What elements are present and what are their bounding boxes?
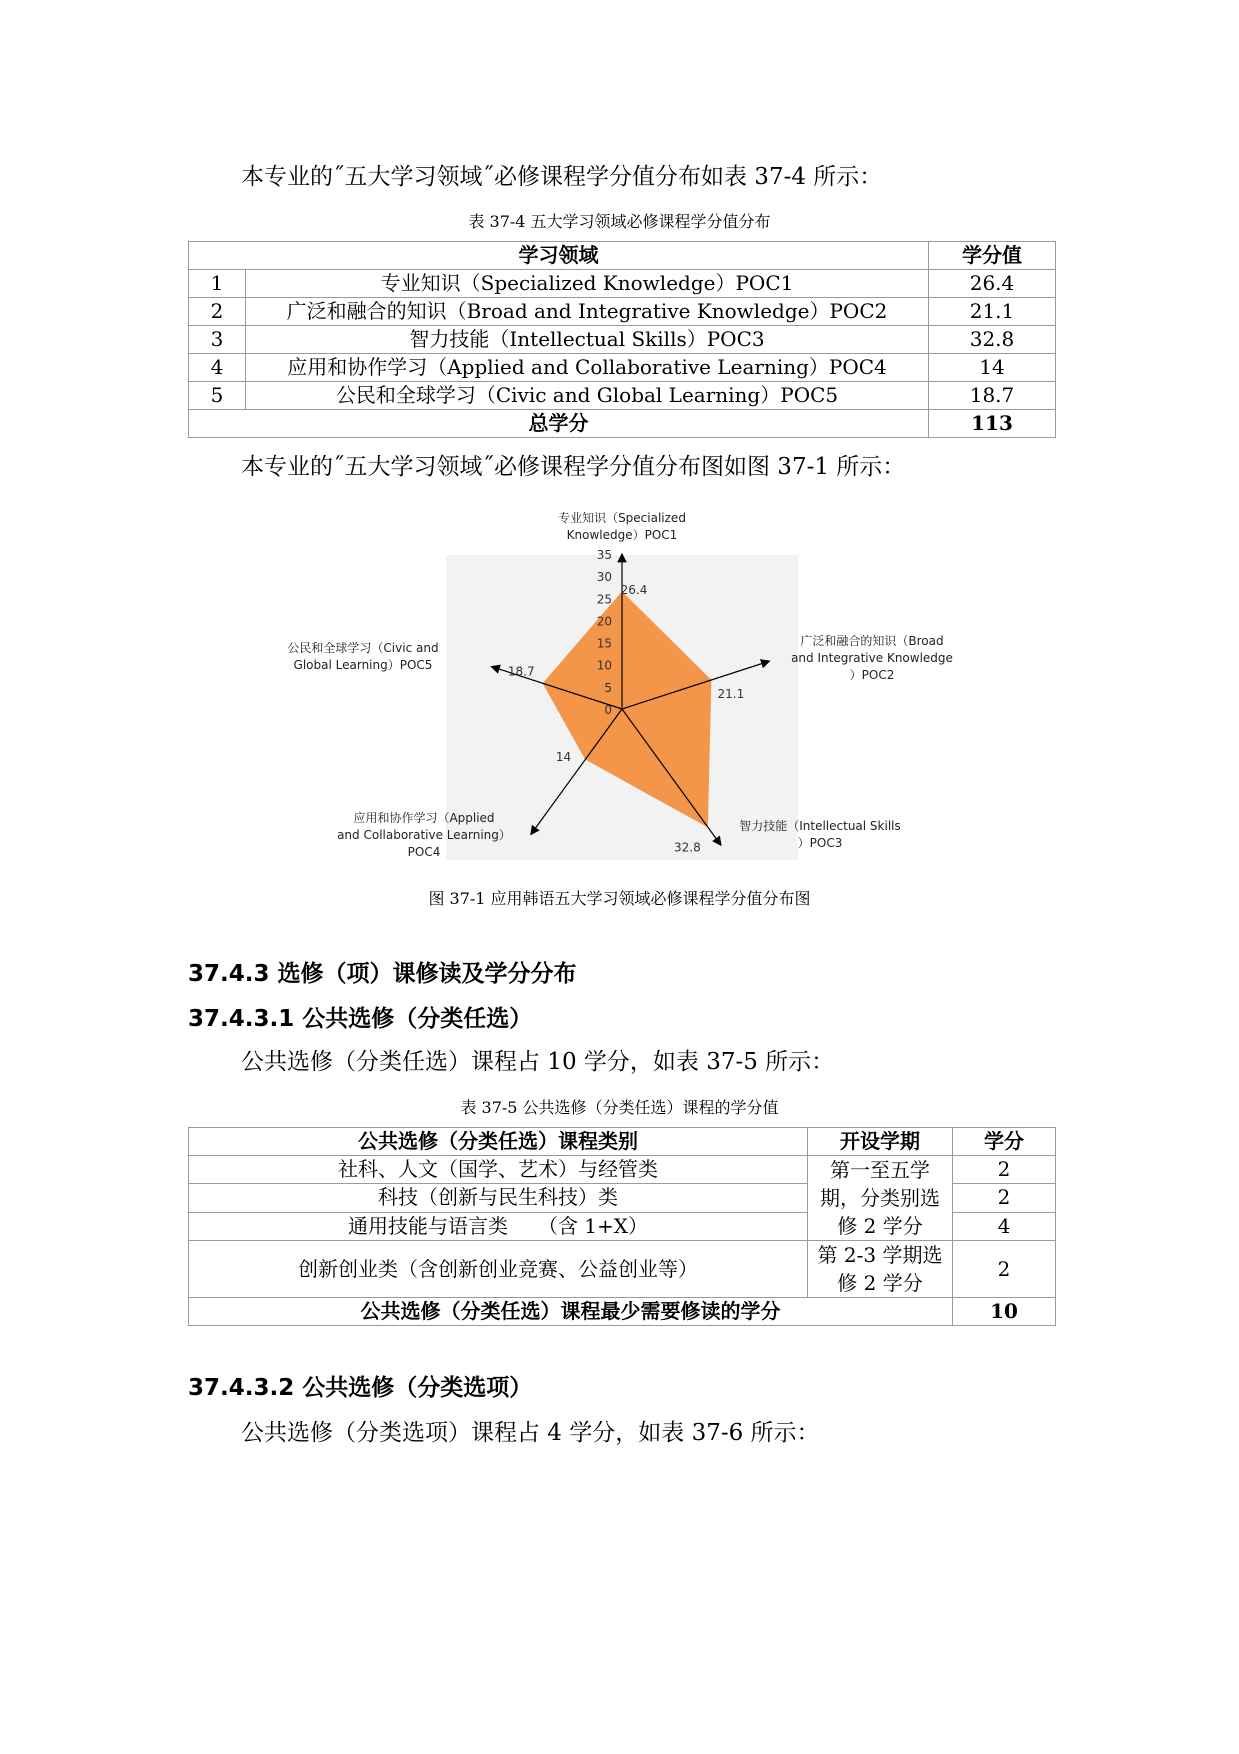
radar-tick-label: 35 (596, 548, 612, 562)
header-category: 公共选修（分类任选）课程类别 (189, 1128, 808, 1156)
total-label: 公共选修（分类任选）课程最少需要修读的学分 (189, 1298, 953, 1326)
radar-tick-label: 25 (596, 592, 612, 607)
figure-37-1-caption: 图 37-1 应用韩语五大学习领域必修课程学分值分布图 (428, 889, 811, 908)
table-row (189, 1156, 1056, 1184)
section-heading-37-4-3: 37.4.3 选修（项）课修读及学分分布 (188, 961, 577, 987)
row-domain-name: 公民和全球学习（Civic and Global Learning）POC5 (246, 382, 929, 410)
row-number: 2 (189, 298, 246, 326)
header-credit: 学分值 (929, 242, 1056, 270)
radar-value-label: 32.8 (674, 840, 701, 855)
row-category: 社科、人文（国学、艺术）与经管类 (189, 1156, 808, 1184)
section-heading-37-4-3-1: 37.4.3.1 公共选修（分类任选） (188, 1006, 533, 1032)
row-credit: 32.8 (929, 326, 1056, 354)
radar-value-label: 26.4 (620, 583, 648, 598)
total-label: 总学分 (189, 410, 929, 438)
row-credit: 18.7 (929, 382, 1056, 410)
radar-axis-label: 广泛和融合的知识（Broad and Integrative Knowledge ）POC2 (791, 634, 953, 682)
row-number: 3 (189, 326, 246, 354)
row-credit: 26.4 (929, 270, 1056, 298)
radar-tick-label: 15 (596, 636, 612, 651)
table-row (189, 1241, 1056, 1298)
header-credit: 学分 (953, 1128, 1056, 1156)
row-number: 5 (189, 382, 246, 410)
row-credit: 2 (953, 1241, 1056, 1298)
radar-value-label: 21.1 (717, 687, 745, 702)
row-credit: 2 (953, 1156, 1056, 1184)
radar-axis-label: 智力技能（Intellectual Skills ）POC3 (739, 819, 901, 850)
total-value: 113 (929, 410, 1056, 438)
table-total-row (189, 1298, 1056, 1326)
row-category: 创新创业类（含创新创业竞赛、公益创业等） (189, 1241, 808, 1298)
row-category: 通用技能与语言类 （含 1+X） (189, 1212, 808, 1240)
radar-tick-label: 5 (604, 680, 612, 695)
table-37-5-caption: 表 37-5 公共选修（分类任选）课程的学分值 (460, 1098, 779, 1117)
intro-paragraph-3: 公共选修（分类任选）课程占 10 学分，如表 37-5 所示： (241, 1049, 835, 1075)
row-domain-name: 智力技能（Intellectual Skills）POC3 (246, 326, 929, 354)
radar-value-label: 18.7 (507, 664, 535, 679)
row-domain-name: 广泛和融合的知识（Broad and Integrative Knowledge）POC2 (246, 298, 929, 326)
radar-axis-label: 应用和协作学习（Applied and Collaborative Learning） POC4 (337, 811, 511, 859)
radar-tick-label: 0 (604, 703, 612, 717)
row-category: 科技（创新与民生科技）类 (189, 1184, 808, 1212)
row-credit: 14 (929, 354, 1056, 382)
row-number: 4 (189, 354, 246, 382)
table-header-row (189, 1128, 1056, 1156)
radar-value-label: 14 (555, 750, 572, 765)
table-37-4-caption: 表 37-4 五大学习领域必修课程学分值分布 (468, 212, 771, 231)
section-heading-37-4-3-2: 37.4.3.2 公共选修（分类选项） (188, 1375, 533, 1401)
row-credit: 21.1 (929, 298, 1056, 326)
radar-tick-label: 30 (596, 570, 612, 585)
row-credit: 4 (953, 1212, 1056, 1240)
intro-paragraph-2: 本专业的˝五大学习领域˝必修课程学分值分布图如图 37-1 所示： (241, 454, 906, 480)
total-value: 10 (953, 1298, 1056, 1326)
row-credit: 2 (953, 1184, 1056, 1212)
row-domain-name: 专业知识（Specialized Knowledge）POC1 (246, 270, 929, 298)
radar-axis-label: 公民和全球学习（Civic and Global Learning）POC5 (287, 641, 439, 672)
radar-tick-label: 20 (596, 614, 612, 629)
radar-axis-label: 专业知识（Specialized Knowledge）POC1 (558, 511, 686, 542)
radar-tick-label: 10 (596, 658, 612, 673)
header-term: 开设学期 (808, 1128, 953, 1156)
row-domain-name: 应用和协作学习（Applied and Collaborative Learning）POC4 (246, 354, 929, 382)
intro-paragraph-4: 公共选修（分类选项）课程占 4 学分，如表 37-6 所示： (241, 1420, 820, 1446)
table-37-5 (188, 1127, 1056, 1326)
header-domain: 学习领域 (189, 242, 929, 270)
row-term-first-to-fifth: 第一至五学期，分类别选修 2 学分 (808, 1156, 953, 1241)
intro-paragraph-1: 本专业的˝五大学习领域˝必修课程学分值分布如表 37-4 所示： (241, 164, 883, 190)
row-number: 1 (189, 270, 246, 298)
row-term-second-third: 第 2-3 学期选修 2 学分 (808, 1241, 953, 1298)
